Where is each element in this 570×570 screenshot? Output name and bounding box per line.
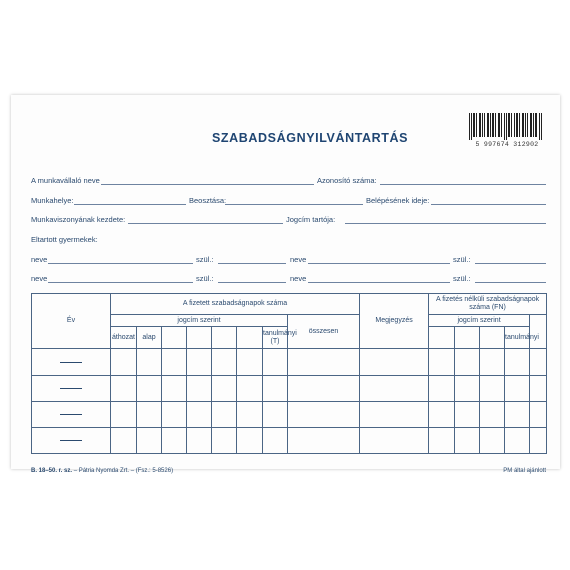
table-cell[interactable] [237, 427, 263, 453]
header-fn-extra [530, 315, 547, 349]
leave-table [31, 293, 547, 454]
table-cell[interactable] [137, 375, 162, 401]
label-gyermek-szul-4: szül.: [453, 274, 471, 283]
input-gyermek-neve-1[interactable] [48, 263, 193, 264]
input-gyermek-szul-2[interactable] [475, 263, 546, 264]
input-azonosito-szama[interactable] [380, 184, 546, 185]
footer-pm: PM által ajánlott [503, 468, 546, 474]
table-cell[interactable] [187, 401, 212, 427]
footer-code: B. 18–50. r. sz. [31, 468, 73, 474]
header-athozat: áthozat [111, 327, 137, 349]
table-cell[interactable] [237, 375, 263, 401]
header-col-6 [237, 327, 263, 349]
input-gyermek-szul-1[interactable] [218, 263, 286, 264]
table-cell[interactable] [505, 349, 530, 375]
table-cell[interactable] [480, 427, 505, 453]
label-azonosito-szama: Azonosító száma: [317, 176, 377, 185]
input-gyermek-neve-4[interactable] [308, 282, 450, 283]
table-cell[interactable] [162, 349, 187, 375]
input-munkaviszony-kezdete[interactable] [128, 223, 283, 224]
table-cell[interactable] [212, 401, 237, 427]
table-cell[interactable] [111, 427, 137, 453]
header-jogcim-szerint: jogcím szerint [111, 315, 288, 327]
label-gyermek-neve-2: neve [290, 255, 307, 264]
table-cell[interactable] [530, 427, 547, 453]
table-cell[interactable] [288, 375, 360, 401]
table-cell[interactable] [212, 375, 237, 401]
table-cell[interactable] [505, 375, 530, 401]
year-blank-line [60, 388, 82, 389]
table-row [32, 427, 547, 453]
label-munkavallalo-neve: A munkavállaló neve [31, 176, 100, 185]
header-col-4 [187, 327, 212, 349]
table-body [32, 349, 547, 454]
table-cell[interactable] [263, 349, 288, 375]
label-gyermek-szul-3: szül.: [196, 274, 214, 283]
table-cell[interactable] [111, 375, 137, 401]
table-cell[interactable] [530, 349, 547, 375]
header-fizetes-nelkuli: A fizetés nélküli szabadságnapok száma (FN) [429, 294, 547, 315]
table-cell[interactable] [360, 401, 429, 427]
header-fn-col-1 [429, 327, 455, 349]
footer-publisher: – Pátria Nyomda Zrt. – (Fsz.: 5-8526) [73, 468, 174, 474]
table-cell[interactable] [263, 375, 288, 401]
table-cell[interactable] [263, 427, 288, 453]
label-gyermek-neve-3: neve [31, 274, 48, 283]
year-blank-line [60, 440, 82, 441]
table-cell[interactable] [187, 349, 212, 375]
header-tanulmanyi-t: tanulmányi (T) [263, 327, 288, 349]
table-row [32, 349, 547, 375]
table-cell[interactable] [455, 401, 480, 427]
input-gyermek-neve-3[interactable] [48, 282, 193, 283]
table-cell[interactable] [480, 401, 505, 427]
year-cell[interactable] [32, 375, 111, 401]
year-cell[interactable] [32, 427, 111, 453]
input-munkavallalo-neve[interactable] [101, 184, 314, 185]
header-fn-tanulmanyi: tanulmányi [505, 327, 530, 349]
input-beosztasa[interactable] [225, 204, 363, 205]
table-cell[interactable] [530, 401, 547, 427]
table-cell[interactable] [237, 349, 263, 375]
table-cell[interactable] [187, 427, 212, 453]
footer-left [31, 468, 173, 474]
header-col-3 [162, 327, 187, 349]
label-gyermek-szul-1: szül.: [196, 255, 214, 264]
header-fizetett: A fizetett szabadságnapok száma [111, 294, 360, 315]
table-cell[interactable] [162, 401, 187, 427]
year-blank-line [60, 362, 82, 363]
header-fn-col-3 [480, 327, 505, 349]
table-cell[interactable] [137, 401, 162, 427]
table-cell[interactable] [429, 349, 455, 375]
header-ev: Év [32, 294, 111, 349]
label-jogcim-tarto: Jogcím tartója: [286, 215, 336, 224]
table-cell[interactable] [455, 375, 480, 401]
input-belepesenek-ideje[interactable] [431, 204, 546, 205]
table-cell[interactable] [360, 375, 429, 401]
header-jogcim-szerint-fn: jogcím szerint [429, 315, 530, 327]
input-gyermek-neve-2[interactable] [308, 263, 450, 264]
table-row [32, 375, 547, 401]
input-gyermek-szul-4[interactable] [475, 282, 546, 283]
table-cell[interactable] [455, 427, 480, 453]
table-cell[interactable] [137, 427, 162, 453]
table-cell[interactable] [505, 401, 530, 427]
table-cell[interactable] [429, 427, 455, 453]
table-cell[interactable] [505, 427, 530, 453]
table-cell[interactable] [187, 375, 212, 401]
table-cell[interactable] [137, 349, 162, 375]
label-munkahelye: Munkahelye: [31, 196, 74, 205]
table-cell[interactable] [237, 401, 263, 427]
header-osszesen: összesen [288, 315, 360, 349]
table-cell[interactable] [455, 349, 480, 375]
table-cell[interactable] [111, 401, 137, 427]
label-munkaviszony-kezdete: Munkaviszonyának kezdete: [31, 215, 126, 224]
year-cell[interactable] [32, 401, 111, 427]
table-cell[interactable] [480, 349, 505, 375]
form-title: SZABADSÁGNYILVÁNTARTÁS [212, 131, 409, 145]
table-row [32, 401, 547, 427]
label-belepesenek-ideje: Belépésének ideje: [366, 196, 430, 205]
label-gyermek-neve-1: neve [31, 255, 48, 264]
input-jogcim-tarto[interactable] [345, 223, 546, 224]
header-megjegyzes: Megjegyzés [360, 294, 429, 349]
table-cell[interactable] [480, 375, 505, 401]
table-cell[interactable] [429, 375, 455, 401]
barcode-number: 5 997674 312902 [475, 141, 539, 148]
table-cell[interactable] [263, 401, 288, 427]
table-cell[interactable] [288, 427, 360, 453]
label-eltartott-gyermekek: Eltartott gyermekek: [31, 235, 98, 244]
barcode [468, 113, 545, 140]
table-cell[interactable] [288, 401, 360, 427]
table-cell[interactable] [288, 349, 360, 375]
table-cell[interactable] [429, 401, 455, 427]
label-beosztasa: Beosztása: [189, 196, 227, 205]
label-gyermek-neve-4: neve [290, 274, 307, 283]
table-cell[interactable] [162, 427, 187, 453]
year-cell[interactable] [32, 349, 111, 375]
input-gyermek-szul-3[interactable] [218, 282, 286, 283]
year-blank-line [60, 414, 82, 415]
table-cell[interactable] [111, 349, 137, 375]
table-cell[interactable] [360, 349, 429, 375]
input-munkahelye[interactable] [74, 204, 186, 205]
header-alap: alap [137, 327, 162, 349]
label-gyermek-szul-2: szül.: [453, 255, 471, 264]
header-fn-col-2 [455, 327, 480, 349]
table-cell[interactable] [162, 375, 187, 401]
table-cell[interactable] [212, 427, 237, 453]
table-cell[interactable] [212, 349, 237, 375]
table-cell[interactable] [360, 427, 429, 453]
header-col-5 [212, 327, 237, 349]
table-cell[interactable] [530, 375, 547, 401]
